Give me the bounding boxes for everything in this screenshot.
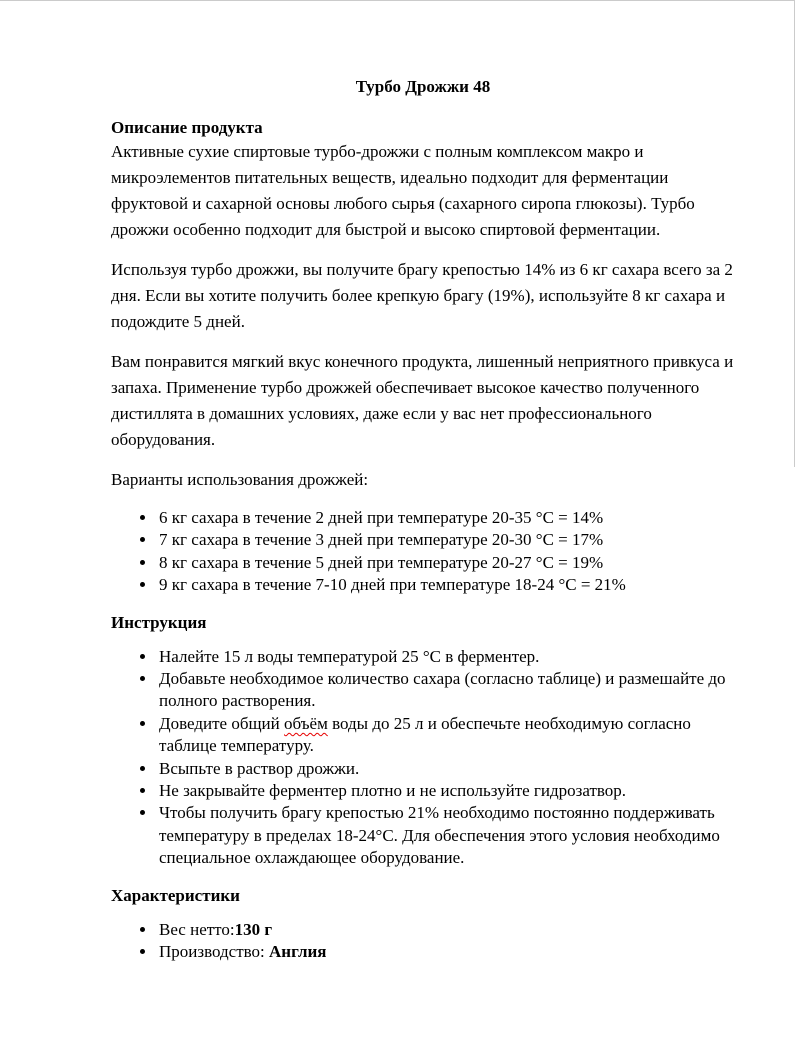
instruction-list-item: [157, 713, 735, 758]
variants-intro: Варианты использования дрожжей:: [111, 470, 369, 489]
section-heading-description: Описание продукта: [111, 118, 263, 137]
document-content: [111, 74, 735, 964]
instruction-list-item: • Не закрывайте ферментер плотно и не используйте гидрозатвор.: [157, 780, 735, 802]
characteristic-value: Англия: [269, 942, 327, 962]
characteristics-list-item: [157, 941, 735, 963]
variants-list-item: • 8 кг сахара в течение 5 дней при температуре 20-27 °C = 19%: [157, 552, 735, 574]
characteristic-value: 130 г: [234, 919, 273, 939]
instruction-list-item: • Всыпьте в раствор дрожжи.: [157, 758, 735, 780]
document-title: Турбо Дрожжи 48: [355, 77, 491, 96]
description-paragraph-1: Активные сухие спиртовые турбо-дрожжи с полным комплексом макро и микроэлементов питательных веществ, идеально подходит для ферментации фруктовой и сахарной основы любого сырья (сахарного сиропа глюкозы). Турбо дрожжи особенно подходит для быстрой и высоко спиртовой ферментации.: [111, 142, 695, 239]
instruction-text-before: Доведите общий: [159, 713, 285, 733]
characteristic-label: Производство:: [159, 942, 270, 962]
characteristics-list: [111, 919, 735, 964]
variants-list-item: • 6 кг сахара в течение 2 дней при температуре 20-35 °C = 14%: [157, 507, 735, 529]
variants-list-item: • 9 кг сахара в течение 7-10 дней при температуре 18-24 °C = 21%: [157, 574, 735, 596]
instruction-text-after: воды до 25 л и обеспечьте необходимую согласно таблице температуру.: [159, 713, 691, 756]
variants-list-item: • 7 кг сахара в течение 3 дней при температуре 20-30 °C = 17%: [157, 529, 735, 551]
misspelled-word: объём: [284, 713, 328, 733]
description-paragraph-2: Используя турбо дрожжи, вы получите брагу крепостью 14% из 6 кг сахара всего за 2 дня. Если вы хотите получить более крепкую брагу (19%), используйте 8 кг сахара и подождите 5 дней.: [111, 260, 733, 331]
instruction-list-item: • Налейте 15 л воды температурой 25 °C в ферментер.: [157, 646, 735, 668]
description-paragraph-3: Вам понравится мягкий вкус конечного продукта, лишенный неприятного привкуса и запаха. Применение турбо дрожжей обеспечивает высокое качество полученного дистиллята в домашних условиях, даже если у вас нет профессионального оборудования.: [111, 352, 734, 449]
characteristics-list-item: [157, 919, 735, 941]
instruction-list-item: • Добавьте необходимое количество сахара (согласно таблице) и размешайте до полного растворения.: [157, 668, 735, 713]
instruction-list-item: • Чтобы получить брагу крепостью 21% необходимо постоянно поддерживать температуру в пределах 18-24°C. Для обеспечения этого условия необходимо специальное охлаждающее оборудование.: [157, 802, 735, 869]
instruction-list: [111, 646, 735, 870]
characteristic-label: Вес нетто:: [159, 919, 235, 939]
page-border-top: [0, 0, 795, 1]
section-heading-instruction: Инструкция: [111, 612, 207, 632]
section-heading-characteristics: Характеристики: [111, 885, 240, 905]
variants-list: [111, 507, 735, 597]
